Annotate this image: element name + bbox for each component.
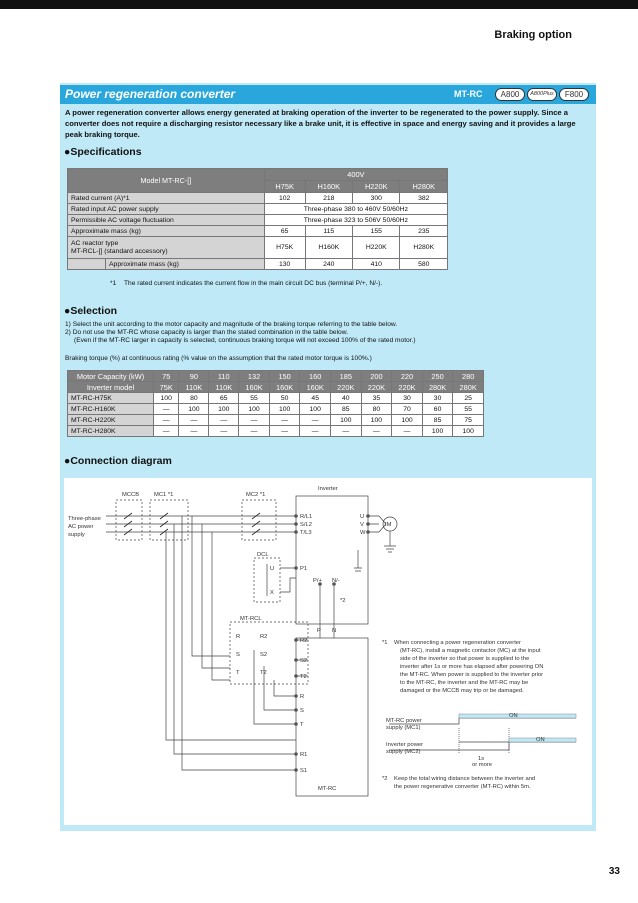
selection-cell: 100: [453, 426, 484, 437]
label-R2b: R2: [300, 638, 308, 644]
selection-inverter: 160K: [300, 382, 331, 393]
specs-cell: Three-phase 380 to 460V 50/60Hz: [264, 204, 447, 215]
selection-inverter: 280K: [422, 382, 453, 393]
selection-cell: 70: [392, 404, 423, 415]
label-Rb: R: [300, 694, 305, 700]
selection-cell: 60: [422, 404, 453, 415]
selection-inverter: 75K: [154, 382, 179, 393]
label-supply-2: AC power: [68, 524, 94, 530]
specs-cell: H75K: [264, 237, 305, 259]
timing-on-2: ON: [536, 737, 545, 743]
specs-cell: 102: [264, 193, 305, 204]
selection-capacity: 185: [331, 371, 362, 382]
label-supply-3: supply: [68, 532, 85, 538]
specs-model: H160K: [305, 181, 352, 193]
selection-cell: —: [209, 415, 239, 426]
selection-row-label: MT-RC-H280K: [68, 426, 154, 437]
timing-mc2-label-1: Inverter power: [386, 742, 424, 748]
selection-note-1: 1) Select the unit according to the motor capacity and magnitude of the braking torque referring to the table below.: [65, 321, 398, 328]
selection-cell: 45: [300, 393, 331, 404]
selection-cell: 25: [453, 393, 484, 404]
inverter-ground: [354, 550, 362, 571]
specs-cell: 580: [400, 259, 448, 270]
selection-inv-label: Inverter model: [68, 382, 154, 393]
note1-line: inverter after 1s or more has elapsed after powering ON: [400, 664, 544, 670]
reactor-label-line2: MT-RCL-[] (standard accessory): [71, 247, 168, 255]
specs-model: H220K: [353, 181, 400, 193]
reactor-label-line1: AC reactor type: [71, 239, 119, 247]
torque-note: Braking torque (%) at continuous rating (% value on the assumption that the rated motor torque is 100%.): [65, 355, 372, 362]
label-dcl-u: U: [270, 566, 275, 572]
table-row: [68, 415, 484, 426]
timing-mc1-label-1: MT-RC power: [386, 718, 422, 724]
label-T: T: [236, 670, 240, 676]
timing-delay-2: or more: [472, 762, 492, 768]
selection-capacity: 90: [179, 371, 209, 382]
label-S1: S1: [300, 768, 308, 774]
label-R: R: [236, 634, 241, 640]
selection-heading: ●Selection: [64, 305, 118, 317]
selection-cell: 55: [453, 404, 484, 415]
specs-cell: 235: [400, 226, 448, 237]
selection-cell: 75: [453, 415, 484, 426]
selection-cell: 85: [331, 404, 362, 415]
label-star2: *2: [340, 598, 346, 604]
selection-cell: 55: [239, 393, 270, 404]
selection-cell: 100: [300, 404, 331, 415]
selection-cell: 100: [422, 426, 453, 437]
selection-table: [67, 370, 484, 437]
specs-cell: 300: [353, 193, 400, 204]
note1-mark: *1: [382, 640, 388, 646]
note1-line: damaged or the MCCB may trip or be damaged.: [400, 688, 524, 694]
specs-indent: [68, 259, 106, 270]
note2-line-1: Keep the total wiring distance between the inverter and: [394, 776, 536, 782]
specs-cell: 115: [305, 226, 352, 237]
specs-cell: H160K: [305, 237, 352, 259]
label-supply-1: Three-phase: [68, 516, 101, 522]
label-T2b: T2: [300, 674, 307, 680]
selection-cap-label: Motor Capacity (kW): [68, 371, 154, 382]
label-p1: P1: [300, 566, 308, 572]
selection-cell: 100: [331, 415, 362, 426]
selection-cell: 50: [269, 393, 300, 404]
selection-capacity: 75: [154, 371, 179, 382]
selection-capacity: 160: [300, 371, 331, 382]
selection-cell: 100: [392, 415, 423, 426]
selection-capacity: 200: [361, 371, 392, 382]
selection-cell: —: [300, 415, 331, 426]
selection-cell: —: [154, 415, 179, 426]
sync-feeds: [166, 516, 296, 770]
banner-title: Power regeneration converter: [65, 87, 236, 101]
mc2-box: [242, 500, 276, 540]
selection-cell: 40: [331, 393, 362, 404]
specs-cell: 382: [400, 193, 448, 204]
selection-note-2: 2) Do not use the MT-RC whose capacity is larger than the stated combination in the table below.: [65, 329, 348, 336]
timing-mc2-label-2: supply (MC2): [386, 749, 421, 755]
label-pp: P/+: [313, 578, 322, 584]
specs-voltage: 400V: [264, 169, 447, 181]
specs-footnote: The rated current indicates the current flow in the main circuit DC bus (terminal P/+, N/-).: [124, 280, 383, 287]
selection-cell: 85: [422, 415, 453, 426]
intro-text: A power regeneration converter allows energy generated at braking operation of the inverter to be regenerated to the power supply. Since a converter does not require a discharging resistor necessary like a brake unit, it is effective in space and energy saving and it provides a large peak braking torque.: [65, 108, 576, 140]
specs-cell: H280K: [400, 237, 448, 259]
selection-cell: —: [300, 426, 331, 437]
selection-cell: 100: [179, 404, 209, 415]
selection-cell: 100: [269, 404, 300, 415]
label-p: P: [317, 628, 321, 634]
label-R2a: R2: [260, 634, 268, 640]
note1-line: When connecting a power regeneration converter: [394, 640, 521, 646]
pill-f800: F800: [559, 88, 589, 101]
selection-cell: —: [361, 426, 392, 437]
selection-row-label: MT-RC-H75K: [68, 393, 154, 404]
note1-line: to the MT-RC, the inverter and the MT-RC may be: [400, 680, 529, 686]
wiring-diagram: [64, 478, 592, 825]
label-S: S: [236, 652, 240, 658]
specs-model: H75K: [264, 181, 305, 193]
label-nn: N/-: [332, 578, 340, 584]
label-mc2: MC2 *1: [246, 492, 266, 498]
selection-capacity: 250: [422, 371, 453, 382]
specs-cell: H220K: [353, 237, 400, 259]
selection-inverter: 160K: [239, 382, 270, 393]
selection-capacity: 220: [392, 371, 423, 382]
selection-capacity: 110: [209, 371, 239, 382]
selection-cell: —: [209, 426, 239, 437]
selection-cell: 100: [154, 393, 179, 404]
specs-cell: Three-phase 323 to 506V 50/60Hz: [264, 215, 447, 226]
selection-cell: 35: [361, 393, 392, 404]
note1-line: the MT-RC. When power is supplied to the inverter prior: [400, 672, 544, 678]
specs-cell: 155: [353, 226, 400, 237]
specs-cell: 218: [305, 193, 352, 204]
specs-row-label: Approximate mass (kg): [68, 226, 265, 237]
dcl-leads: [280, 568, 296, 592]
page-section-title: Braking option: [494, 29, 572, 41]
label-Tb: T: [300, 722, 304, 728]
selection-cell: 30: [392, 393, 423, 404]
specs-footnote-mark: *1: [110, 280, 117, 287]
selection-cell: —: [179, 426, 209, 437]
label-mccb: MCCB: [122, 492, 140, 498]
selection-cell: —: [154, 426, 179, 437]
specs-row-label: Rated current (A)*1: [68, 193, 265, 204]
selection-cell: 65: [209, 393, 239, 404]
selection-cell: —: [179, 415, 209, 426]
specs-cell: 410: [353, 259, 400, 270]
label-n: N: [332, 628, 337, 634]
note1-text: [394, 640, 543, 694]
specs-heading: ●Specifications: [64, 146, 142, 158]
banner-model: MT-RC: [454, 89, 483, 99]
connection-heading: ●Connection diagram: [64, 455, 172, 467]
selection-cell: —: [269, 415, 300, 426]
selection-cell: —: [269, 426, 300, 437]
selection-inverter: 160K: [269, 382, 300, 393]
specs-row-label: Rated input AC power supply: [68, 204, 265, 215]
specs-model: H280K: [400, 181, 448, 193]
pill-a800: A800: [495, 88, 525, 101]
selection-inverter: 280K: [453, 382, 484, 393]
label-t3: T/L3: [300, 530, 312, 536]
pill-a800plus: A800Plus: [527, 88, 557, 101]
page-number: 33: [608, 866, 620, 877]
specs-cell: 65: [264, 226, 305, 237]
table-row: [68, 426, 484, 437]
selection-cell: 80: [179, 393, 209, 404]
specs-cell: 130: [264, 259, 305, 270]
banner: [60, 85, 596, 104]
label-T2a: T2: [260, 670, 267, 676]
selection-capacity: 280: [453, 371, 484, 382]
specs-row-label: Permissible AC voltage fluctuation: [68, 215, 265, 226]
selection-cell: 100: [209, 404, 239, 415]
selection-inverter: 220K: [361, 382, 392, 393]
label-R1: R1: [300, 752, 308, 758]
selection-cell: —: [239, 415, 270, 426]
selection-inverter: 110K: [179, 382, 209, 393]
selection-cell: 30: [422, 393, 453, 404]
selection-note-3: (Even if the MT-RC larger in capacity is selected, continuous braking torque will not exceed 100% of the rated motor.): [74, 337, 416, 344]
label-w: W: [360, 530, 366, 536]
selection-cell: —: [331, 426, 362, 437]
specs-reactor-label: [68, 237, 265, 259]
label-mtrcl: MT-RCL: [240, 616, 262, 622]
motor-ground: [384, 531, 396, 552]
selection-cell: 100: [361, 415, 392, 426]
label-Sb: S: [300, 708, 304, 714]
selection-cell: 100: [239, 404, 270, 415]
label-mc1: MC1 *1: [154, 492, 174, 498]
top-bar: [0, 0, 638, 9]
mccb-box: [116, 500, 142, 540]
label-r1: R/L1: [300, 514, 313, 520]
label-S2b: S2: [300, 658, 308, 664]
selection-cell: —: [239, 426, 270, 437]
pn-leads: [320, 584, 334, 624]
label-im: IM: [385, 522, 392, 528]
timing-mc1-label-2: supply (MC1): [386, 725, 421, 731]
timing-delay-1: 1s: [478, 756, 485, 762]
connection-diagram: [64, 478, 592, 825]
specs-table: [67, 168, 448, 270]
specs-cell: 240: [305, 259, 352, 270]
selection-inverter: 110K: [209, 382, 239, 393]
label-v: V: [360, 522, 364, 528]
selection-row-label: MT-RC-H160K: [68, 404, 154, 415]
note2-mark: *2: [382, 776, 388, 782]
label-S2a: S2: [260, 652, 268, 658]
note2-line-2: the power regenerative converter (MT-RC) within 5m.: [394, 784, 531, 790]
reactor-feeds: [192, 516, 230, 680]
table-row: [68, 393, 484, 404]
selection-row-label: MT-RC-H220K: [68, 415, 154, 426]
label-u: U: [360, 514, 365, 520]
rst-feeds: [254, 650, 296, 724]
selection-capacity: 132: [239, 371, 270, 382]
note1-line: side of the inverter so that power is supplied to the: [400, 656, 530, 662]
label-dcl: DCL: [257, 552, 269, 558]
label-mtrc: MT-RC: [318, 786, 337, 792]
specs-row-label: Approximate mass (kg): [106, 259, 265, 270]
table-row: [68, 404, 484, 415]
selection-inverter: 220K: [392, 382, 423, 393]
selection-capacity: 150: [269, 371, 300, 382]
timing-on-1: ON: [509, 713, 518, 719]
selection-cell: 80: [361, 404, 392, 415]
note1-line: (MT-RC), install a magnetic contactor (MC) at the input: [400, 648, 541, 654]
label-inverter: Inverter: [318, 486, 338, 492]
label-s2: S/L2: [300, 522, 312, 528]
selection-cell: —: [154, 404, 179, 415]
specs-model-label: Model MT-RC-[]: [68, 169, 265, 193]
selection-cell: —: [392, 426, 423, 437]
selection-inverter: 220K: [331, 382, 362, 393]
label-dcl-x: X: [270, 590, 274, 596]
